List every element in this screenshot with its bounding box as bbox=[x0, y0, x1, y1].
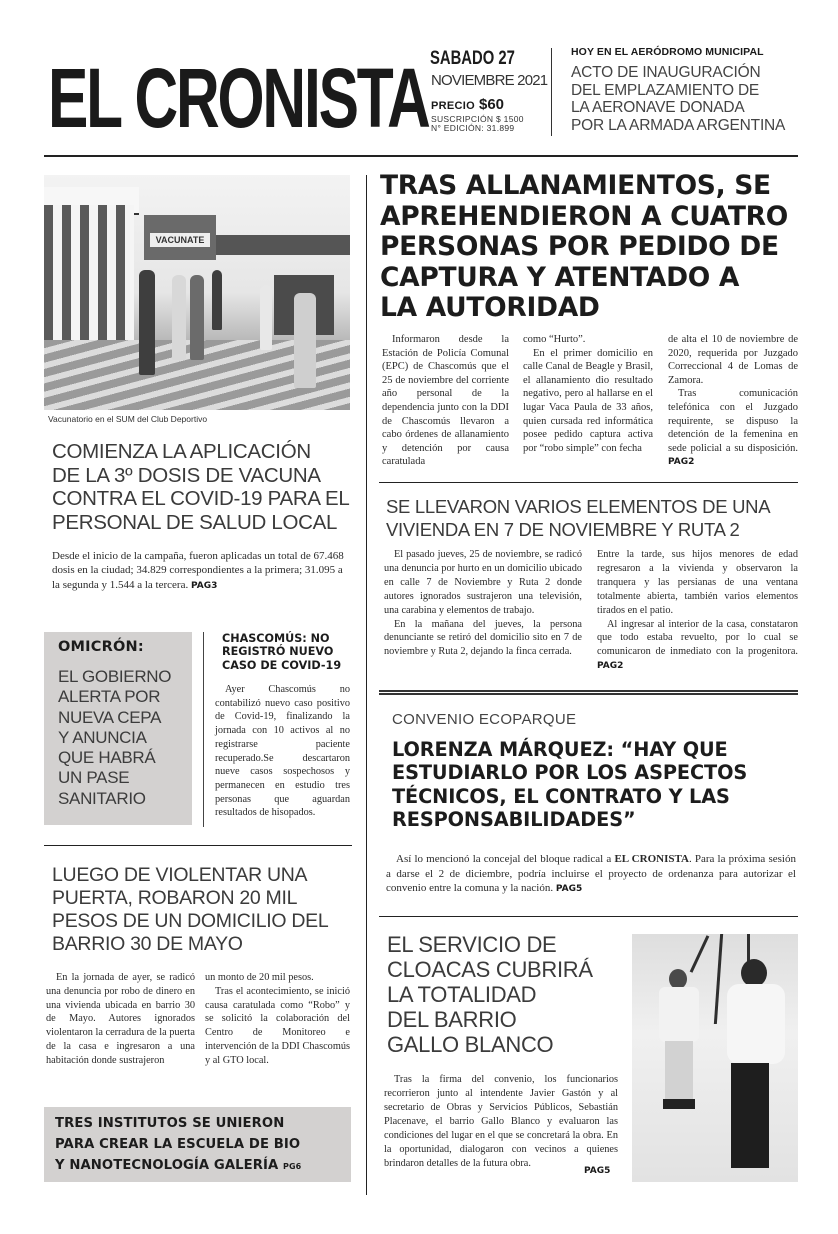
robo-headline[interactable] bbox=[52, 864, 357, 956]
headline-line: EL GOBIERNO bbox=[58, 667, 172, 686]
page-ref[interactable]: PAG3 bbox=[190, 580, 218, 591]
masthead-divider bbox=[551, 48, 552, 136]
headline-line: LORENZA MÁRQUEZ: “HAY QUE bbox=[392, 738, 728, 761]
vacunate-banner bbox=[144, 215, 216, 260]
headline-line: LA AUTORIDAD bbox=[380, 292, 600, 323]
building-band bbox=[216, 235, 350, 255]
body-text: de alta el 10 de noviembre de 2020, requerida por Juzgado Correccional 4 de Lomas de Zamora. bbox=[668, 334, 798, 386]
person bbox=[139, 270, 155, 375]
newspaper-logo: EL CRONISTA bbox=[48, 51, 429, 145]
headline-line: VIVIENDA EN 7 DE NOVIEMBRE Y RUTA 2 bbox=[386, 518, 740, 540]
institutos-headline bbox=[55, 1113, 301, 1177]
section-rule bbox=[379, 916, 798, 917]
headline-line: RESPONSABILIDADES” bbox=[392, 807, 636, 831]
chascomus-headline[interactable] bbox=[222, 632, 352, 672]
photo-caption: Vacunatorio en el SUM del Club Deportivo bbox=[48, 414, 208, 424]
headline-line: Y ANUNCIA bbox=[58, 727, 147, 747]
man-dark-pants bbox=[727, 959, 787, 1179]
main-body-col2 bbox=[523, 333, 653, 455]
edition-number: N° EDICIÓN: 31.899 bbox=[431, 123, 515, 133]
headline-line: CLOACAS CUBRIRÁ bbox=[387, 957, 593, 982]
body-text: Tras comunicación telefónica con el Juzgado requirente, se dispuso la detención de la femenina en sede policial a su disposición. bbox=[668, 388, 798, 454]
ecoparque-headline[interactable] bbox=[392, 738, 812, 831]
headline-line: LUEGO DE VIOLENTAR UNA bbox=[52, 864, 308, 886]
page-ref[interactable]: PAG2 bbox=[597, 661, 624, 672]
vivienda-headline[interactable] bbox=[386, 496, 806, 541]
headline-line: LA TOTALIDAD bbox=[387, 982, 537, 1007]
main-headline[interactable] bbox=[380, 171, 810, 324]
body-text: un monto de 20 mil pesos. bbox=[205, 972, 314, 983]
promo-line: DEL EMPLAZAMIENTO DE bbox=[571, 81, 760, 99]
promo-line: ACTO DE INAUGURACIÓN bbox=[571, 64, 761, 81]
body-text: Informaron desde la Estación de Policía Comunal (EPC) de Chascomús que el 25 de noviembre del corriente año personal de la dependencia junto con la DDI de Chascomús llevaron a cabo órdenes de allanamiento y detención por causa caratulada bbox=[382, 334, 509, 468]
headline-line: CHASCOMÚS: NO bbox=[222, 632, 330, 645]
vacunatorio-photo[interactable] bbox=[44, 175, 350, 410]
headline-line: SANITARIO bbox=[58, 788, 146, 808]
section-rule bbox=[44, 845, 352, 846]
headline-line: ESTUDIARLO POR LOS ASPECTOS bbox=[392, 761, 748, 785]
pole bbox=[714, 934, 723, 1024]
section-rule bbox=[379, 482, 798, 483]
person bbox=[260, 285, 272, 350]
price-label: PRECIO bbox=[431, 100, 475, 112]
body-text: En la jornada de ayer, se radicó una denuncia por robo de dinero en una vivienda ubicada en barrio 30 de Mayo. Autores ignorados violentaron la cerradura de la puerta de la casa e ingresaron a una habitación donde sustrajeron bbox=[46, 972, 195, 1066]
price-value: $60 bbox=[478, 96, 505, 113]
headline-line: TRES INSTITUTOS SE UNIERON bbox=[55, 1116, 285, 1131]
headline-line: CAPTURA Y ATENTADO A bbox=[380, 261, 740, 293]
headline-line: APREHENDIERON A CUATRO bbox=[380, 200, 788, 232]
headline-line: UN PASE bbox=[58, 768, 130, 788]
headline-line: TÉCNICOS, EL CONTRATO Y LAS bbox=[392, 784, 730, 808]
person bbox=[172, 275, 186, 360]
promo-kicker: HOY EN EL AERÓDROMO MUNICIPAL bbox=[571, 46, 764, 58]
section-double-rule bbox=[379, 690, 798, 695]
page-ref[interactable]: PAG2 bbox=[668, 457, 695, 468]
promo-headline[interactable] bbox=[571, 64, 811, 134]
headline-line: NUEVA CEPA bbox=[58, 707, 162, 727]
headline-line: PESOS DE UN DOMICILIO DEL bbox=[52, 910, 329, 932]
body-text: Desde el inicio de la campaña, fueron aplicadas un total de 67.468 dosis en la ciudad; 34.829 correspondientes a la primera; 31.095 a la segunda y 1.544 a la tercera. bbox=[52, 550, 344, 591]
headline-line: ALERTA POR bbox=[58, 687, 161, 707]
body-text: como “Hurto”. bbox=[523, 334, 586, 345]
subscription-price: SUSCRIPCIÓN $ 1500 bbox=[431, 114, 524, 124]
main-body-col1 bbox=[382, 333, 509, 469]
vacuna-body bbox=[52, 549, 347, 593]
omicron-kicker: OMICRÓN: bbox=[58, 639, 144, 655]
headline-line: TRAS ALLANAMIENTOS, SE bbox=[380, 170, 771, 201]
body-text: Así lo mencionó la concejal del bloque radical a bbox=[396, 853, 615, 865]
page-ref[interactable]: PG6 bbox=[283, 1162, 302, 1171]
vacunate-label: VACUNATE bbox=[150, 233, 210, 247]
omicron-box[interactable] bbox=[44, 632, 192, 825]
headline-line: DEL BARRIO bbox=[387, 1007, 517, 1032]
robo-body-col1 bbox=[46, 971, 195, 1068]
newspaper-name: EL CRONISTA bbox=[614, 853, 689, 865]
vivienda-body-col1 bbox=[384, 548, 582, 659]
chascomus-body bbox=[215, 683, 350, 820]
body-text: . Para la próxima sesión a darse el 2 de diciembre, podría incluirse el proyecto de ordenanza para autorizar el convenio entre la comuna y la nación. bbox=[386, 853, 796, 894]
headline-line: GALLO BLANCO bbox=[387, 1032, 554, 1057]
issue-month: NOVIEMBRE 2021 bbox=[431, 72, 548, 89]
body-text: Tras la firma del convenio, los funcionarios recorrieron junto al intendente Javier Gastón y al secretario de Obras y Servicios Públicos, Sebastián Placenave, el barrio Gallo Blanco y evaluaron las condiciones del lugar en el que se concretará la obra. En la oportunidad, dialogaron con vecinos a quienes brindaron detalles de la futura obra. bbox=[384, 1074, 618, 1169]
headline-line: REGISTRÓ NUEVO bbox=[222, 645, 334, 659]
person bbox=[294, 293, 316, 388]
body-text: El pasado jueves, 25 de noviembre, se radicó una denuncia por hurto en un domicilio ubicado en calle 7 de Noviembre y Ruta 2 donde autores ignorados sustrajeron una televisión, una carabina y elementos de trabajo. bbox=[384, 549, 582, 616]
cloacas-body bbox=[384, 1073, 618, 1171]
cloacas-photo[interactable] bbox=[632, 934, 798, 1182]
mini-column-divider bbox=[203, 632, 204, 827]
masthead-rule bbox=[44, 155, 798, 157]
body-text: En la mañana del jueves, la persona denunciante se retiró del domicilio sito en 7 de noviembre y Ruta 2, dejando la finca cerrada. bbox=[384, 618, 582, 658]
person bbox=[190, 275, 204, 360]
headline-line: PARA CREAR LA ESCUELA DE BIO bbox=[55, 1137, 301, 1152]
headline-line: PERSONAL DE SALUD LOCAL bbox=[52, 510, 338, 534]
pole bbox=[690, 935, 710, 973]
vivienda-body-col2 bbox=[597, 548, 798, 674]
ecoparque-kicker: CONVENIO ECOPARQUE bbox=[392, 711, 577, 728]
headline-line: CASO DE COVID-19 bbox=[222, 658, 342, 672]
headline-line: Y NANOTECNOLOGÍA GALERÍA bbox=[55, 1158, 279, 1173]
headline-line: QUE HABRÁ bbox=[58, 748, 156, 768]
institutos-box[interactable] bbox=[44, 1107, 351, 1182]
price bbox=[431, 96, 504, 114]
headline-line: BARRIO 30 DE MAYO bbox=[52, 933, 243, 955]
robo-body-col2 bbox=[205, 971, 350, 1068]
headline-line: EL SERVICIO DE bbox=[387, 932, 557, 957]
omicron-headline bbox=[58, 667, 171, 809]
vacuna-headline[interactable] bbox=[52, 440, 357, 534]
promo-line: LA AERONAVE DONADA bbox=[571, 99, 745, 116]
headline-line: DE LA 3º DOSIS DE VACUNA bbox=[52, 463, 321, 487]
body-text: Entre la tarde, sus hijos menores de edad regresaron a la vivienda y observaron la tranquera y las persianas de una ventana totalmente abierta, también varios elementos tirados en el patio. bbox=[597, 549, 798, 616]
headline-line: COMIENZA LA APLICACIÓN bbox=[52, 440, 311, 463]
promo-line: POR LA ARMADA ARGENTINA bbox=[571, 116, 786, 134]
page-ref[interactable]: PAG5 bbox=[555, 884, 583, 894]
body-text: Tras el acontecimiento, se inició causa caratulada como “Robo” y se solicitó la colaboración del Centro de Monitoreo e intervención de la DDI Chascomús y al GTO local. bbox=[205, 985, 350, 1066]
page-ref[interactable]: PAG5 bbox=[584, 1166, 611, 1176]
man-light-shirt bbox=[657, 969, 702, 1119]
main-body-col3 bbox=[668, 333, 798, 470]
headline-line: SE LLEVARON VARIOS ELEMENTOS DE UNA bbox=[386, 496, 771, 517]
body-text: Ayer Chascomús no contabilizó nuevo caso positivo de Covid-19, finalizando la jornada con 10 activos al no registrarse paciente recuperado.Se descartaron nueve casos sospechosos y permanecen en estudio tres personas que aguardan resultados de hisopados. bbox=[215, 684, 350, 819]
headline-line: PERSONAS POR PEDIDO DE bbox=[380, 231, 779, 262]
body-text: En el primer domicilio en calle Canal de Beagle y Brasil, el allanamiento dio resultado negativo, pero al hallarse en el lugar Vaca Paula de 33 años, quien cursada red informática posee pedido captura activa por “robo simple” con fecha bbox=[523, 347, 653, 454]
column-divider bbox=[366, 175, 367, 1195]
person bbox=[212, 270, 222, 330]
headline-line: CONTRA EL COVID-19 PARA EL bbox=[52, 487, 350, 510]
issue-day: SABADO 27 bbox=[430, 48, 515, 69]
ecoparque-body bbox=[386, 852, 796, 897]
body-text: Al ingresar al interior de la casa, constataron que todo estaba revuelto, por lo cual se comunicaron de inmediato con la progenitora. bbox=[597, 618, 798, 658]
cloacas-headline[interactable] bbox=[387, 932, 627, 1057]
headline-line: PUERTA, ROBARON 20 MIL bbox=[52, 887, 298, 909]
